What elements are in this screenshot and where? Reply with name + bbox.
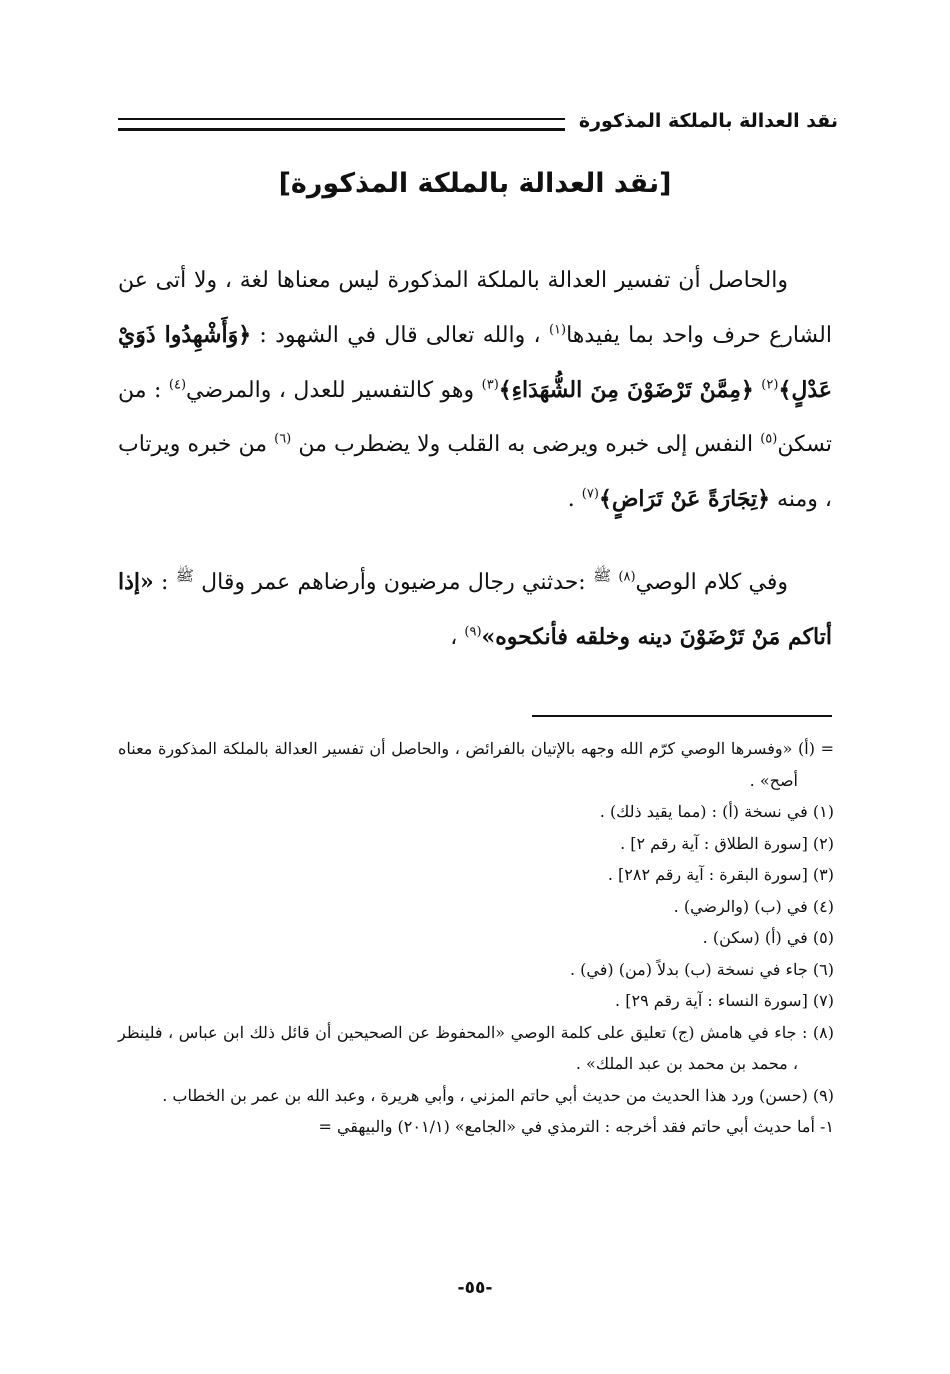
footnote-ref: (٢) (761, 377, 779, 393)
text-run: . (567, 487, 582, 512)
footnote: (٤) في (ب) (والرضي) . (673, 896, 834, 916)
text-run: : (153, 570, 176, 595)
text-run: وهو كالتفسير للعدل ، والمرضي (186, 378, 482, 403)
running-header-title: نقد العدالة بالملكة المذكورة (578, 110, 838, 132)
footnote: (٥) في (أ) (سكن) . (702, 928, 834, 947)
footnote: ١- أما حديث أبي حاتم فقد أخرجه : الترمذي في «الجامع» (٢٠١/١) والبيهقي = (318, 1117, 834, 1136)
footnote-ref: (٩) (464, 624, 482, 640)
footnote: = (أ) «وفسرها الوصي كرّم الله وجهه بالإتيان بالفرائض ، والحاصل أن تفسير العدالة بالملكة المذكورة معناه أصح» . (118, 739, 834, 790)
text-run: ، (450, 625, 465, 650)
text-run: والحاصل أن تفسير العدالة بالملكة المذكورة ليس معناها لغة ، ولا أتى عن الشارع حرف واحد بما يفيدها (118, 268, 832, 348)
header-double-rule (118, 118, 565, 131)
quran-quote: ﴿مِمَّنْ تَرْضَوْنَ مِنَ الشُّهَدَاءِ﴾ (498, 377, 754, 403)
paragraph-1 (118, 254, 832, 527)
footnote-ref: (٤) (168, 377, 187, 393)
footnote-ref: (٣) (481, 377, 499, 393)
section-heading: [نقد العدالة بالملكة المذكورة] (278, 168, 672, 199)
honorific-glyph: ﷺ (592, 566, 612, 585)
main-text (118, 254, 832, 665)
text-run: : من تسكن (118, 378, 832, 457)
footnote: (٣) [سورة البقرة : آية رقم ٢٨٢] . (607, 865, 834, 884)
footnote-separator (532, 715, 832, 717)
footnote: (٩) (حسن) ورد هذا الحديث من حديث أبي حاتم المزني ، وأبي هريرة ، وعبد الله بن عمر بن الخطاب . (162, 1085, 834, 1105)
quran-quote: ﴿وَأَشْهِدُوا ذَوَيْ عَدْلٍ﴾ (118, 322, 832, 403)
text-run: من خبره ويرتاب ، ومنه (118, 432, 832, 512)
footnote: (١) في نسخة (أ) : (مما يقيد ذلك) . (599, 802, 834, 821)
footnote: (٦) جاء في نسخة (ب) بدلاً (من) (في) . (570, 959, 834, 979)
page-number: -٥٥- (457, 1278, 493, 1298)
running-header (118, 106, 838, 136)
footnote-ref: (٥) (760, 431, 778, 447)
text-run: ، والله تعالى قال في الشهود : (251, 323, 549, 348)
paragraph-2 (118, 555, 832, 665)
text-run: وفي كلام الوصي (635, 570, 788, 595)
footnote-ref: (٧) (581, 486, 599, 502)
footnote-ref: (٦) (274, 431, 292, 447)
honorific-glyph: ﷺ (175, 566, 194, 585)
footnote: (٨) : جاء في هامش (ج) تعليق على كلمة الوصي «المحفوظ عن الصحيحين أن قائل ذلك ابن عباس ، فلينظر ، محمد بن محمد بن عبد الملك» . (118, 1022, 835, 1073)
text-run: :حدثني رجال مرضيون وأرضاهم عمر وقال (193, 570, 593, 595)
footnotes (118, 733, 834, 1143)
text-run: النفس إلى خبره ويرضى به القلب ولا يضطرب من (291, 432, 761, 457)
quran-quote: ﴿تِجَارَةً عَنْ تَرَاضٍ﴾ (598, 486, 771, 512)
footnote-ref: (١) (548, 322, 567, 338)
footnote: (٧) [سورة النساء : آية رقم ٢٩] . (615, 991, 834, 1010)
footnote: (٢) [سورة الطلاق : آية رقم ٢] . (620, 833, 834, 853)
footnote-ref: (٨) (618, 569, 636, 585)
hadith-quote: «إذا أتاكم مَنْ تَرْضَوْنَ دينه وخلقه فأنكحوه» (118, 569, 832, 650)
